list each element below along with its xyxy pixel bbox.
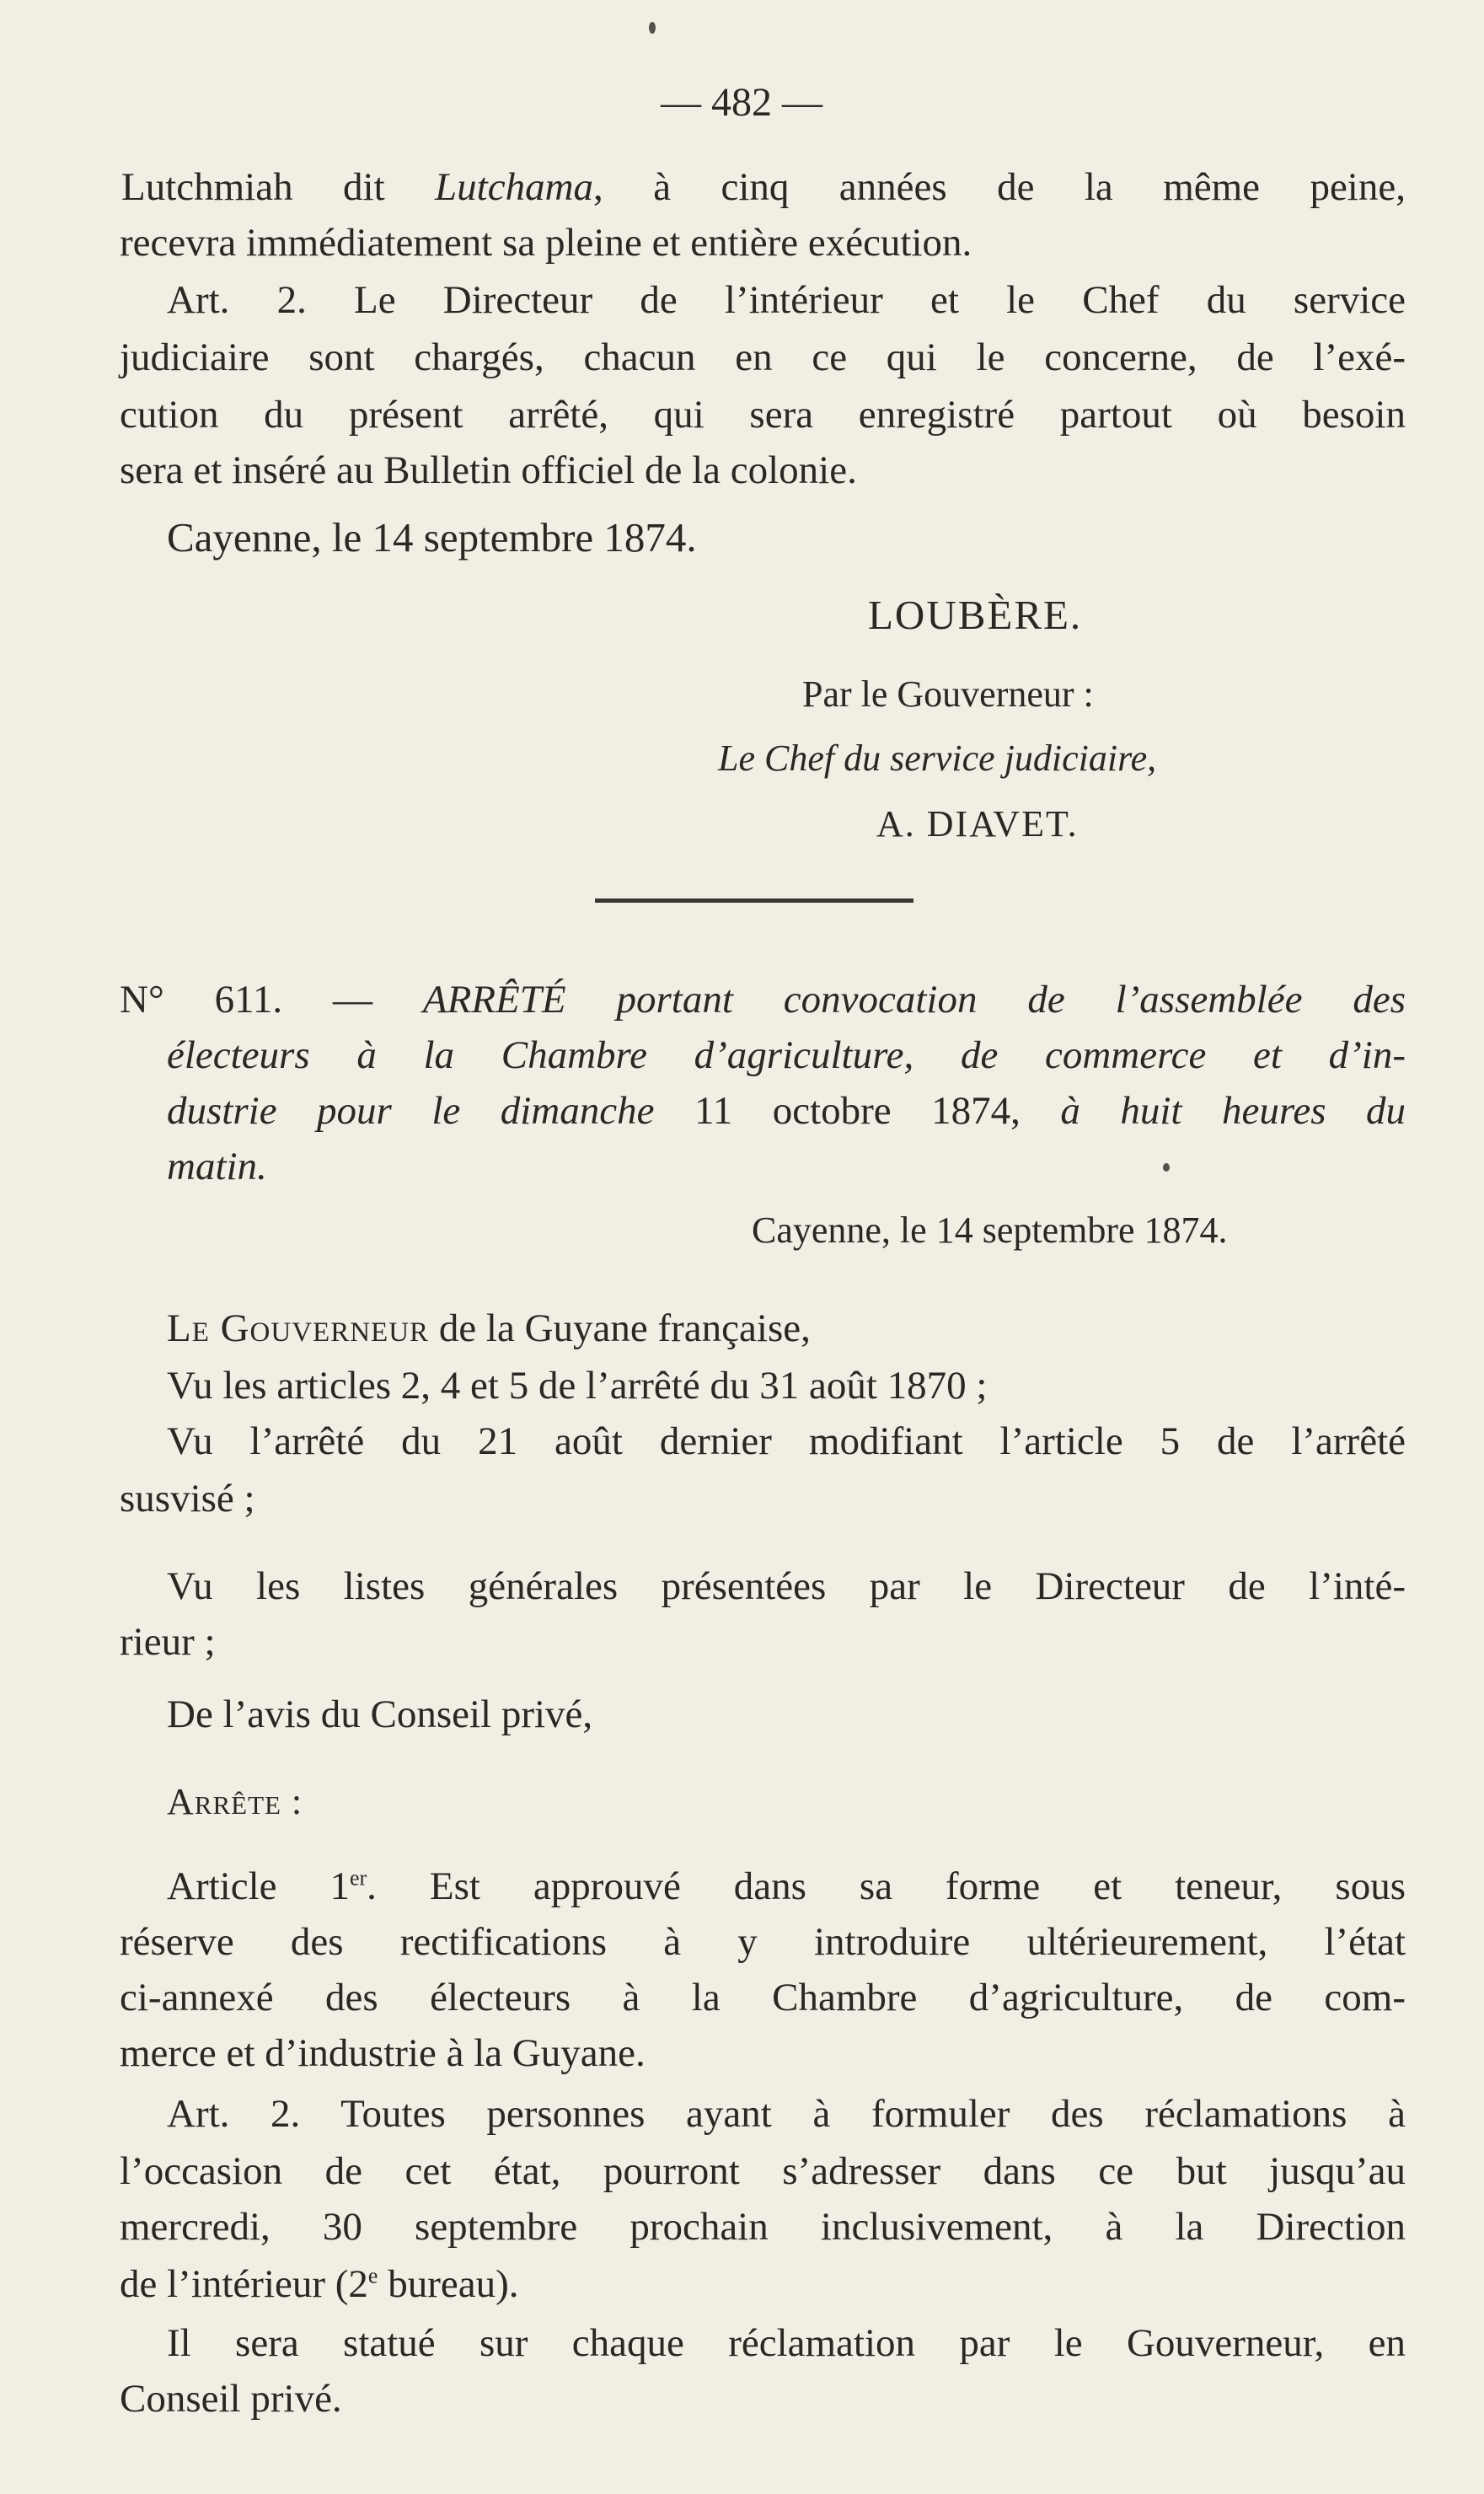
article-line: Art. 2. Toutes personnes ayant à formuler des réclamations à <box>167 2092 1406 2136</box>
article-line: réserve des rectifications à y introduire ultérieurement, l’état <box>120 1920 1406 1964</box>
speck-mark <box>649 22 656 34</box>
preamble-line: rieur ; <box>120 1620 216 1664</box>
text-fragment: bureau). <box>378 2262 519 2306</box>
preamble-line <box>167 1303 811 1354</box>
preamble-line: Vu l’arrêté du 21 août dernier modifiant l’article 5 de l’arrêté <box>167 1419 1406 1463</box>
article-line: mercredi, 30 septembre prochain inclusivement, à la Direction <box>120 2205 1406 2249</box>
speck-mark <box>1163 1163 1170 1172</box>
superscript: er <box>349 1865 367 1891</box>
article-line: l’occasion de cet état, pourront s’adresser dans ce but jusqu’au <box>120 2149 1406 2193</box>
arrete-heading: Arrête : <box>167 1781 303 1822</box>
decree-title-text: à huit heures du <box>1020 1089 1406 1133</box>
decree-title-text: ARRÊTÉ portant convocation de l’assemblée des <box>422 978 1406 1022</box>
text-line: recevra immédiatement sa pleine et entière exécution. <box>120 221 972 265</box>
article-line: Il sera statué sur chaque réclamation par le Gouverneur, en <box>167 2321 1406 2365</box>
text-line: judiciaire sont chargés, chacun en ce qui le concerne, de l’exé- <box>120 335 1406 379</box>
signatory-name: A. DIAVET. <box>876 803 1079 845</box>
article-line <box>167 1861 1406 1912</box>
preamble-line: Vu les articles 2, 4 et 5 de l’arrêté du 31 août 1870 ; <box>167 1364 988 1408</box>
signature-by: Par le Gouverneur : <box>802 673 1094 715</box>
preamble-line: De l’avis du Conseil privé, <box>167 1692 593 1736</box>
decree-number: N° 611. — <box>120 978 423 1022</box>
article-line: merce et d’industrie à la Guyane. <box>120 2031 646 2075</box>
preamble-line: Vu les listes générales présentées par le Directeur de l’inté- <box>167 1564 1406 1608</box>
article-line <box>120 2259 519 2309</box>
decree-title-line: électeurs à la Chambre d’agriculture, de commerce et d’in- <box>167 1033 1406 1077</box>
superscript: e <box>367 2263 378 2288</box>
decree-title-text: dustrie pour le dimanche <box>167 1089 694 1133</box>
preamble-line: susvisé ; <box>120 1477 255 1521</box>
text-fragment: de l’intérieur (2 <box>120 2262 368 2306</box>
text-line: Art. 2. Le Directeur de l’intérieur et le Chef du service <box>167 278 1406 322</box>
text-line <box>121 162 1406 212</box>
page-number: — 482 — <box>661 80 822 125</box>
section-divider <box>595 898 913 903</box>
signature-name: LOUBÈRE. <box>868 592 1083 638</box>
text-line: cution du présent arrêté, qui sera enregistré partout où besoin <box>120 393 1406 437</box>
article-line: Conseil privé. <box>120 2377 342 2421</box>
signature-role: Le Chef du service judiciaire, <box>718 737 1157 779</box>
decree-place-date: Cayenne, le 14 septembre 1874. <box>752 1209 1228 1251</box>
decree-date: 11 octobre 1874, <box>694 1089 1021 1133</box>
text-fragment: . Est approuvé dans sa forme et teneur, sous <box>367 1864 1406 1908</box>
text-fragment: Lutchmiah dit <box>121 165 436 209</box>
decree-title-line: matin. <box>167 1145 267 1188</box>
person-name: Lutchama <box>435 165 594 209</box>
article-line: ci-annexé des électeurs à la Chambre d’agriculture, de com- <box>120 1976 1406 2019</box>
text-fragment: de la Guyane française, <box>429 1306 811 1350</box>
text-fragment: Article 1 <box>167 1864 350 1908</box>
governor-label: Le Gouverneur <box>167 1306 430 1350</box>
decree-title-line <box>167 1086 1406 1136</box>
decree-title-line <box>120 974 1406 1025</box>
text-fragment: , à cinq années de la même peine, <box>593 165 1406 209</box>
text-line: sera et inséré au Bulletin officiel de la colonie. <box>120 448 857 492</box>
date-line: Cayenne, le 14 septembre 1874. <box>167 514 697 560</box>
